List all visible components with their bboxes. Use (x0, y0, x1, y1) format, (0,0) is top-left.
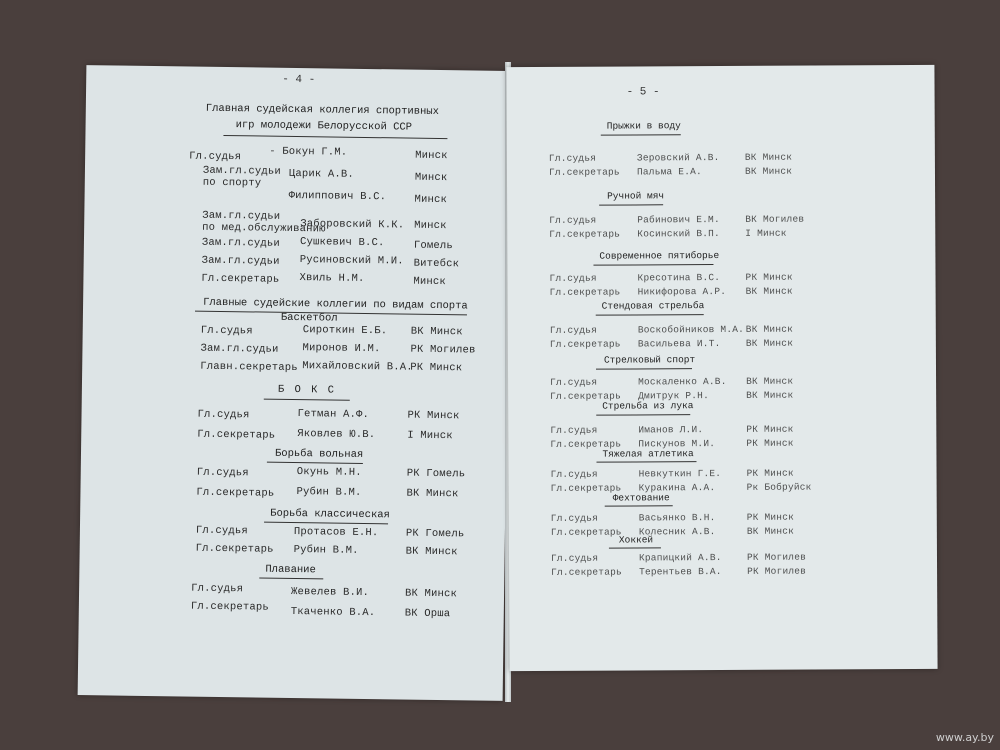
row-city: РК Минск (746, 423, 794, 435)
row-city: ВК Минск (745, 285, 793, 297)
row-city: ВК Минск (405, 545, 458, 559)
row-role: Гл.секретарь (550, 438, 622, 450)
row-name: Дмитрук Р.Н. (638, 390, 709, 402)
row-city: ВК Минск (744, 165, 793, 177)
row-city: Минск (414, 193, 448, 207)
row-city: ВК Минск (746, 375, 794, 387)
row-role: Гл.секретарь (550, 390, 621, 402)
row-city: ВК Минск (746, 389, 794, 401)
row-role: Гл.секретарь (549, 338, 621, 350)
section-title: Стрельба из лука (602, 400, 694, 412)
row-name: - Бокун Г.М. (269, 145, 348, 159)
title-underline (223, 135, 447, 139)
section-title: Борьба вольная (274, 447, 364, 461)
section-title: Прыжки в воду (606, 120, 681, 132)
watermark: www.ay.by (935, 731, 994, 744)
page-number-right: - 5 - (626, 86, 660, 99)
row-role: Гл.секретарь (549, 286, 621, 298)
row-name: Крапицкий А.В. (638, 552, 722, 564)
row-city: ВК Минск (410, 325, 463, 339)
row-role: Гл.судья (549, 214, 597, 226)
row-role: Гл.секретарь (201, 272, 280, 286)
row-role: Гл.секретарь (550, 482, 622, 494)
row-role-sub: по спорту (202, 176, 262, 190)
row-role: Зам.гл.судьи (202, 209, 281, 223)
row-city: ВК Минск (746, 525, 795, 537)
row-role: Гл.секретарь (195, 542, 274, 556)
row-city: РК Минск (745, 271, 793, 283)
row-city: РК Гомель (405, 527, 465, 541)
section-title: Ручной мяч (607, 190, 665, 202)
row-role: Гл.судья (550, 468, 598, 480)
section-underline (593, 264, 713, 266)
row-role: Гл.судья (550, 424, 598, 436)
row-role: Зам.гл.судьи (201, 254, 280, 268)
row-city: ВК Могилев (745, 213, 805, 225)
right-page (506, 65, 937, 671)
row-name: Москаленко А.В. (638, 375, 727, 388)
row-city: ВК Орша (404, 607, 451, 621)
section-title: Баскетбол (280, 311, 338, 325)
row-city: РК Гомель (406, 467, 466, 481)
page-number-left: - 4 - (282, 73, 316, 87)
row-city: Минск (415, 149, 448, 163)
section-underline (259, 578, 323, 580)
row-name: Кресотина В.С. (637, 272, 721, 284)
row-name: Ткаченко В.А. (290, 605, 376, 620)
row-city: РК Минск (746, 467, 794, 479)
row-role: Гл.судья (549, 324, 598, 336)
row-role: Гл.судья (191, 582, 244, 596)
section-title: Борьба классическая (270, 507, 390, 522)
section-underline (609, 547, 661, 548)
section-underline (596, 314, 704, 316)
row-city: Минск (413, 275, 447, 289)
section-underline (596, 414, 690, 415)
sports-title: Главные судейские коллегии по видам спорта (203, 296, 468, 313)
row-name: Васьянко В.Н. (638, 512, 716, 524)
row-city: Минск (414, 219, 447, 233)
row-city: Минск (414, 171, 448, 185)
row-city: I Минск (407, 429, 453, 443)
row-role: Гл.секретарь (550, 526, 622, 538)
row-name: Окунь М.Н. (296, 466, 362, 479)
row-role: Гл.судья (197, 408, 250, 422)
row-role: Гл.секретарь (548, 166, 620, 178)
row-city: ВК Минск (404, 587, 458, 601)
row-city: Витебск (413, 257, 460, 271)
row-city: I Минск (745, 227, 787, 239)
row-name: Филиппович В.С. (288, 189, 387, 204)
main-title-line1: Главная судейская коллегия спортивных (205, 102, 440, 118)
row-name: Рубин В.М. (296, 486, 362, 499)
row-name: Сушкевич В.С. (299, 236, 385, 250)
row-city: ВК Минск (745, 323, 794, 335)
left-page (78, 65, 512, 701)
row-name: Никифорова А.Р. (637, 285, 727, 298)
section-title: Тяжелая атлетика (602, 448, 694, 460)
main-title-line2: игр молодежи Белорусской ССР (235, 119, 413, 134)
row-city: Рк Бобруйск (746, 481, 812, 493)
row-role: Гл.судья (550, 376, 598, 388)
row-city: РК Минск (746, 511, 795, 523)
row-role: Гл.судья (189, 150, 242, 164)
section-title: Современное пятиборье (599, 250, 720, 262)
row-role: Гл.секретарь (197, 428, 276, 442)
row-role: Гл.судья (550, 512, 599, 524)
row-role: Гл.судья (200, 324, 253, 338)
row-city: РК Минск (407, 409, 460, 423)
section-underline (605, 505, 673, 506)
row-name: Миронов И.М. (302, 342, 381, 356)
row-name: Гетман А.Ф. (297, 408, 370, 422)
row-name: Зеровский А.В. (636, 152, 720, 164)
row-name: Косинский В.П. (637, 228, 720, 240)
row-name: Михайловский В.А. (302, 360, 413, 374)
row-city: РК Минск (746, 437, 794, 449)
row-name: Колесник А.В. (638, 526, 716, 538)
row-city: Гомель (413, 239, 454, 253)
row-name: Хвиль Н.М. (299, 272, 365, 285)
row-city: РК Минск (410, 361, 463, 375)
row-name: Рубин В.М. (293, 544, 359, 557)
section-underline (599, 204, 663, 205)
section-title: Б О К С (277, 383, 337, 397)
row-city: РК Могилев (747, 565, 807, 577)
row-name: Рабинович Е.М. (637, 214, 720, 226)
row-name: Царик А.В. (288, 167, 355, 181)
row-name: Русиновский М.И. (299, 254, 404, 268)
section-underline (596, 461, 696, 463)
row-role: Зам.гл.судьи (200, 342, 279, 356)
row-name: Яковлев Ю.В. (297, 428, 376, 442)
section-title: Стрелковый спорт (603, 354, 696, 366)
section-underline (264, 522, 388, 525)
row-role: Зам.гл.судьи (202, 164, 282, 178)
row-role: Гл.секретарь (551, 566, 622, 578)
row-role: Гл.судья (196, 466, 249, 480)
row-name: Терентьев В.А. (639, 566, 722, 578)
section-title: Плавание (265, 563, 316, 577)
section-title: Хоккей (618, 534, 654, 546)
section-underline (267, 462, 363, 464)
section-title: Стендовая стрельба (601, 300, 705, 312)
row-name: Жевелев В.И. (290, 585, 370, 600)
row-role: Гл.судья (550, 552, 599, 564)
row-role: Гл.секретарь (190, 600, 269, 614)
row-name: Васильева И.Т. (637, 338, 721, 350)
row-name: Пальма Е.А. (636, 166, 702, 178)
row-name: Сироткин Е.Б. (302, 324, 388, 338)
row-role: Зам.гл.судьи (201, 236, 281, 250)
row-role: Гл.судья (549, 272, 597, 284)
row-name: Заборовский К.К. (300, 218, 405, 232)
row-city: РК Могилев (746, 551, 807, 563)
row-name: Невкуткин Г.Е. (638, 468, 722, 480)
row-name: Протасов Е.Н. (293, 526, 379, 540)
row-role-sub: по мед.обслуживанию (202, 221, 326, 236)
row-role: Гл.судья (195, 524, 249, 538)
row-city: РК Могилев (410, 343, 476, 357)
row-city: ВК Минск (744, 151, 793, 163)
row-name: Иманов Л.И. (638, 424, 704, 436)
section-title: Фехтование (612, 492, 670, 504)
row-role: Гл.судья (548, 152, 597, 164)
section-underline (264, 399, 350, 401)
row-role: Гл.секретарь (549, 228, 621, 240)
row-city: ВК Минск (745, 337, 794, 349)
row-name: Воскобойников М.А. (637, 323, 745, 336)
section-underline (596, 368, 692, 370)
row-city: ВК Минск (406, 487, 459, 501)
row-role: Главн.секретарь (200, 360, 298, 375)
row-name: Куракина А.А. (638, 482, 716, 494)
section-underline (601, 134, 681, 135)
row-name: Пискунов М.И. (638, 438, 716, 450)
row-role: Гл.секретарь (196, 486, 275, 500)
